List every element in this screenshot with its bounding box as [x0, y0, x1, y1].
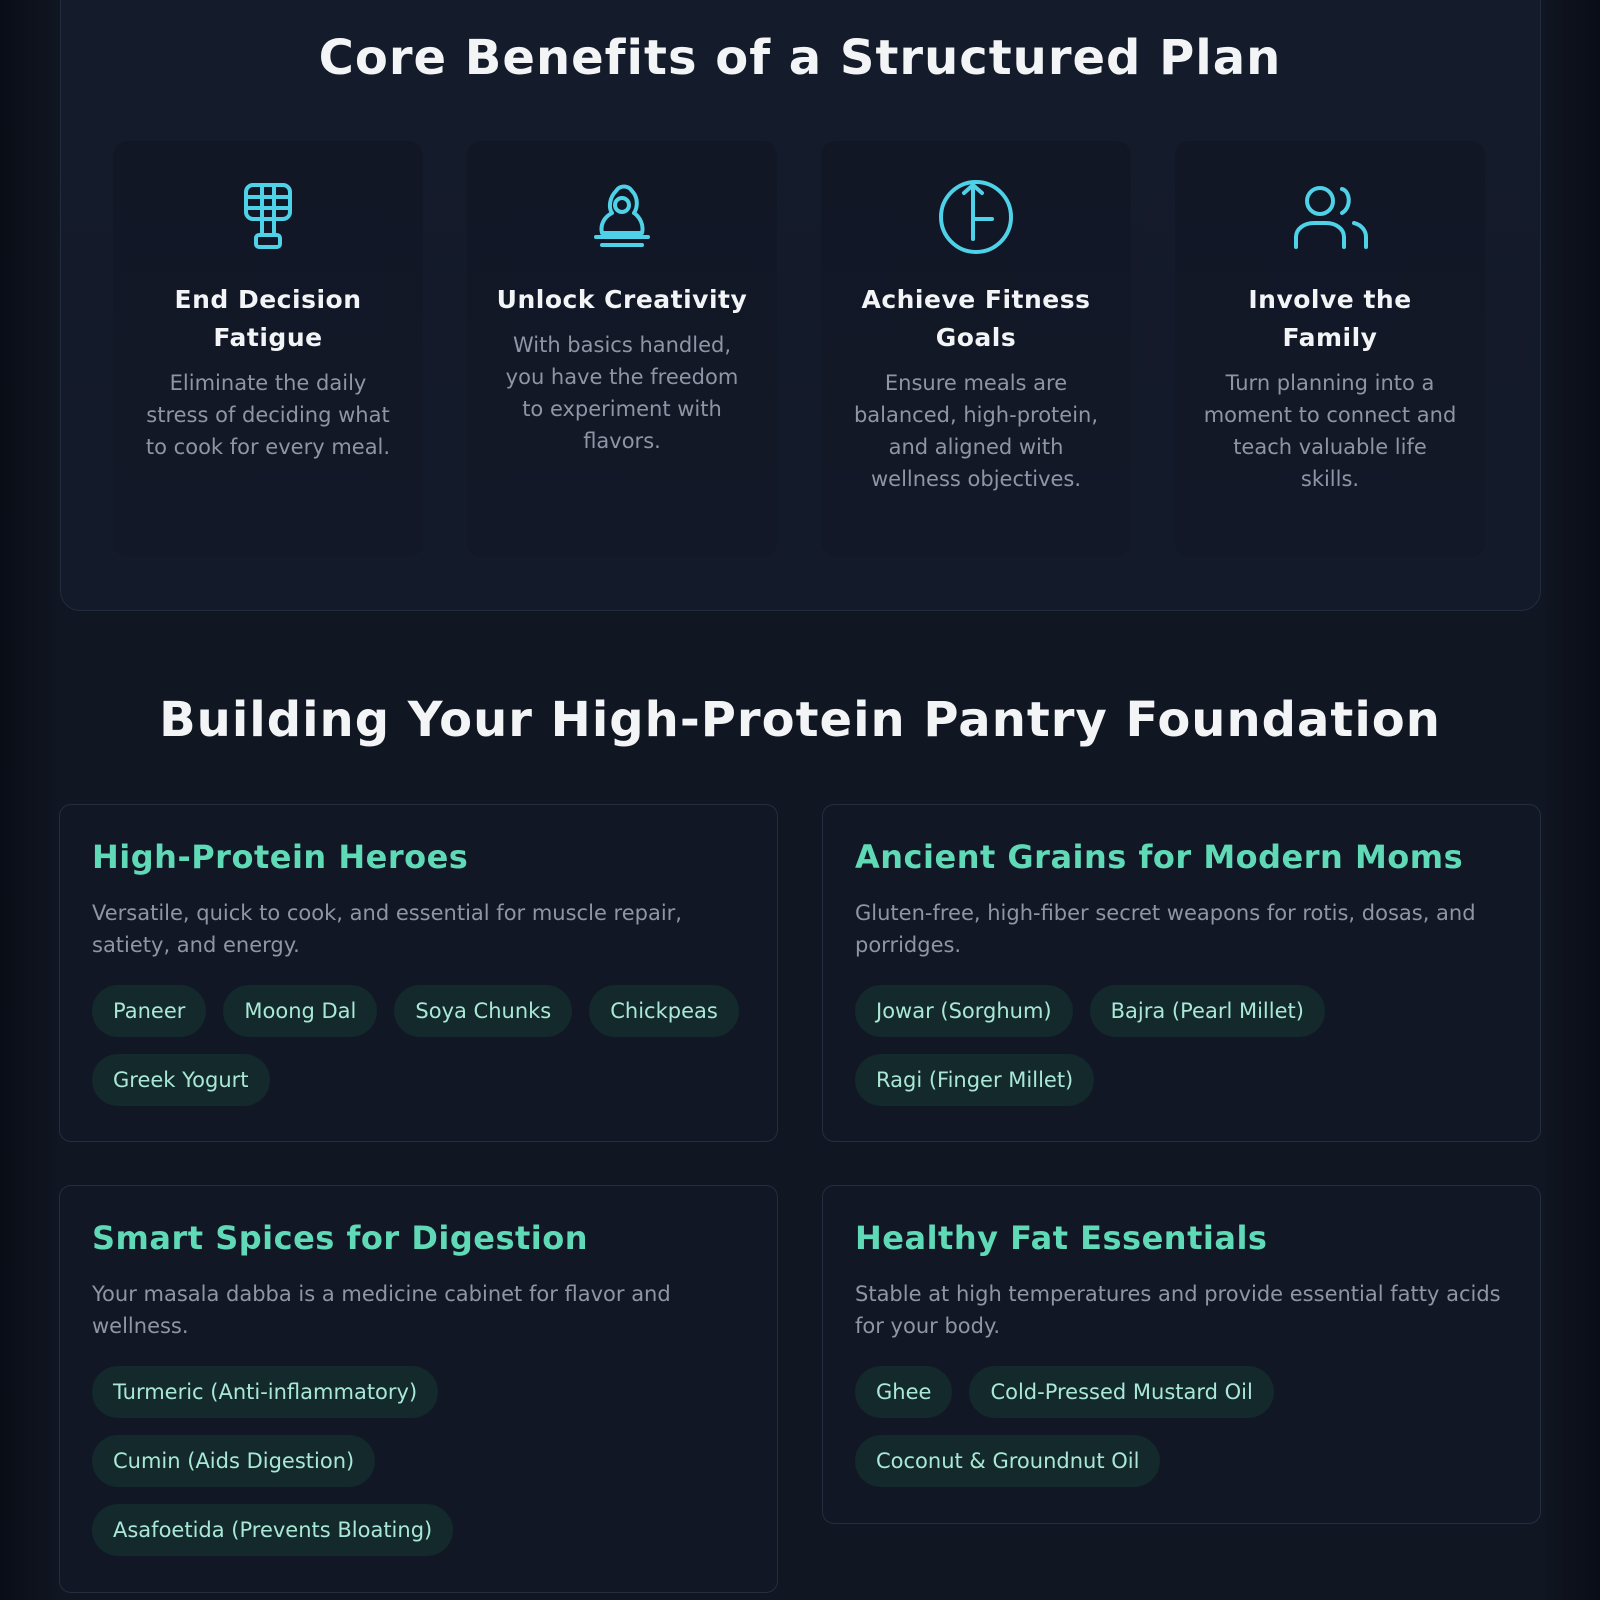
benefit-title: End Decision Fatigue	[174, 285, 362, 352]
tag: Coconut & Groundnut Oil	[855, 1435, 1160, 1487]
pantry-card-title: Ancient Grains for Modern Moms	[855, 838, 1464, 876]
pantry-card-title: Smart Spices for Digestion	[92, 1219, 589, 1257]
benefit-card-decision-fatigue	[113, 141, 423, 557]
tag: Asafoetida (Prevents Bloating)	[92, 1504, 453, 1556]
benefit-description: Turn planning into a moment to connect and teach valuable life skills.	[1203, 371, 1457, 491]
tag: Jowar (Sorghum)	[855, 985, 1073, 1037]
benefit-title: Involve the Family	[1248, 285, 1412, 352]
tag: Moong Dal	[223, 985, 377, 1037]
tag: Chickpeas	[589, 985, 739, 1037]
tag: Soya Chunks	[394, 985, 572, 1037]
pantry-card-smart-spices	[59, 1185, 778, 1593]
menu-board-icon	[228, 177, 308, 257]
tag: Bajra (Pearl Millet)	[1090, 985, 1325, 1037]
tag: Ragi (Finger Millet)	[855, 1054, 1094, 1106]
benefit-description: Ensure meals are balanced, high-protein, and aligned with wellness objectives.	[853, 371, 1099, 491]
pantry-card-description: Versatile, quick to cook, and essential for muscle repair, satiety, and energy.	[92, 901, 682, 957]
pantry-card-healthy-fats	[822, 1185, 1541, 1524]
benefit-card-creativity	[467, 141, 777, 557]
pantry-section-title: Building Your High-Protein Pantry Foundation	[159, 692, 1441, 748]
pantry-card-title: High-Protein Heroes	[92, 838, 469, 876]
benefit-title: Achieve Fitness Goals	[861, 285, 1091, 352]
family-icon	[1290, 177, 1370, 257]
target-icon	[936, 177, 1016, 257]
benefit-description: With basics handled, you have the freedom to experiment with flavors.	[505, 333, 739, 453]
pantry-card-description: Gluten-free, high-fiber secret weapons for rotis, dosas, and porridges.	[855, 901, 1476, 957]
tag: Greek Yogurt	[92, 1054, 270, 1106]
tag: Cumin (Aids Digestion)	[92, 1435, 375, 1487]
pantry-card-title: Healthy Fat Essentials	[855, 1219, 1268, 1257]
benefit-title: Unlock Creativity	[496, 285, 748, 314]
tag: Paneer	[92, 985, 206, 1037]
chef-hat-icon	[582, 177, 662, 257]
tag: Turmeric (Anti-inflammatory)	[92, 1366, 438, 1418]
pantry-card-description: Stable at high temperatures and provide essential fatty acids for your body.	[855, 1282, 1501, 1338]
tag: Ghee	[855, 1366, 952, 1418]
pantry-card-description: Your masala dabba is a medicine cabinet for flavor and wellness.	[92, 1282, 671, 1338]
pantry-card-protein-heroes	[59, 804, 778, 1142]
benefit-description: Eliminate the daily stress of deciding what to cook for every meal.	[145, 371, 391, 459]
tag-list	[855, 985, 1508, 1106]
tag-list	[92, 1366, 745, 1556]
benefit-card-fitness	[821, 141, 1131, 557]
benefit-card-family	[1175, 141, 1485, 557]
tag-list	[92, 985, 745, 1106]
tag: Cold-Pressed Mustard Oil	[969, 1366, 1273, 1418]
benefits-section-title: Core Benefits of a Structured Plan	[318, 30, 1282, 86]
pantry-card-ancient-grains	[822, 804, 1541, 1142]
tag-list	[855, 1366, 1508, 1487]
